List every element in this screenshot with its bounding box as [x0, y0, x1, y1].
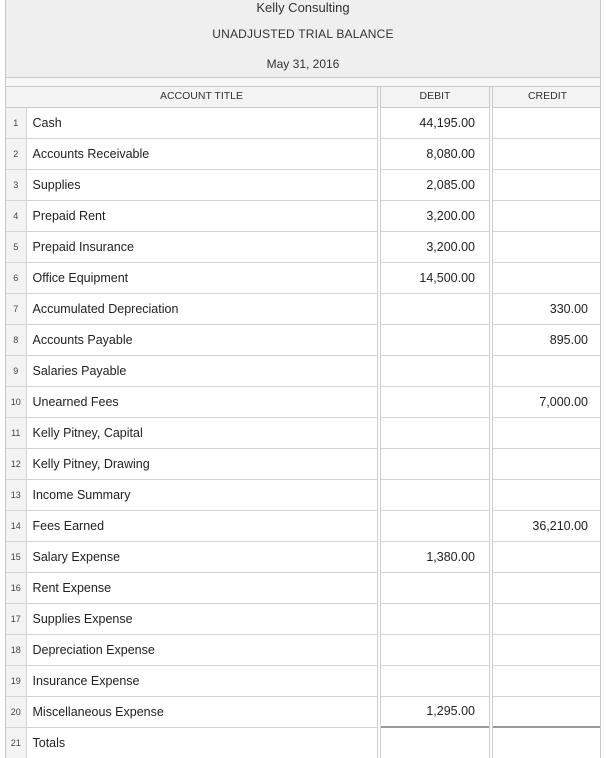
company-name: Kelly Consulting	[256, 0, 350, 15]
table-row	[6, 107, 601, 138]
table-row	[6, 138, 601, 169]
debit-input[interactable]	[379, 448, 491, 479]
credit-input[interactable]	[491, 665, 601, 696]
table-row	[6, 634, 601, 665]
account-title-cell: Miscellaneous Expense	[26, 696, 379, 727]
row-number: 19	[6, 665, 26, 696]
account-title-cell: Kelly Pitney, Drawing	[26, 448, 379, 479]
row-number: 15	[6, 541, 26, 572]
table-row	[6, 231, 601, 262]
row-number-header	[6, 87, 26, 107]
table-row	[6, 417, 601, 448]
credit-input[interactable]	[491, 355, 601, 386]
debit-input[interactable]: 3,200.00	[379, 200, 491, 231]
credit-input[interactable]	[491, 138, 601, 169]
header-spacer	[6, 78, 600, 87]
account-title-cell: Accounts Payable	[26, 324, 379, 355]
account-title-cell: Kelly Pitney, Capital	[26, 417, 379, 448]
credit-input[interactable]	[491, 572, 601, 603]
table-row	[6, 200, 601, 231]
debit-input[interactable]	[379, 665, 491, 696]
debit-input[interactable]	[379, 417, 491, 448]
row-number: 9	[6, 355, 26, 386]
table-row	[6, 293, 601, 324]
credit-input[interactable]	[491, 603, 601, 634]
row-number: 21	[6, 727, 26, 758]
debit-input[interactable]	[379, 603, 491, 634]
credit-input[interactable]	[491, 417, 601, 448]
table-row	[6, 665, 601, 696]
row-number: 20	[6, 696, 26, 727]
table-row	[6, 355, 601, 386]
row-number: 2	[6, 138, 26, 169]
debit-input[interactable]	[379, 727, 491, 758]
credit-input[interactable]: 330.00	[491, 293, 601, 324]
debit-input[interactable]: 1,295.00	[379, 696, 491, 727]
table-row	[6, 324, 601, 355]
account-title-cell: Supplies	[26, 169, 379, 200]
debit-input[interactable]	[379, 293, 491, 324]
table-row	[6, 169, 601, 200]
credit-input[interactable]: 895.00	[491, 324, 601, 355]
row-number: 1	[6, 107, 26, 138]
table-row	[6, 603, 601, 634]
debit-input[interactable]: 3,200.00	[379, 231, 491, 262]
debit-input[interactable]	[379, 572, 491, 603]
credit-input[interactable]	[491, 634, 601, 665]
debit-input[interactable]	[379, 324, 491, 355]
row-number: 6	[6, 262, 26, 293]
credit-input[interactable]: 36,210.00	[491, 510, 601, 541]
credit-input[interactable]	[491, 231, 601, 262]
row-number: 7	[6, 293, 26, 324]
account-title-cell: Accounts Receivable	[26, 138, 379, 169]
account-title-cell: Prepaid Rent	[26, 200, 379, 231]
statement-header	[6, 0, 600, 78]
row-number: 13	[6, 479, 26, 510]
trial-balance-worksheet	[5, 0, 601, 758]
debit-input[interactable]: 1,380.00	[379, 541, 491, 572]
debit-input[interactable]: 14,500.00	[379, 262, 491, 293]
credit-input[interactable]	[491, 448, 601, 479]
table-row	[6, 448, 601, 479]
table-row	[6, 262, 601, 293]
row-number: 10	[6, 386, 26, 417]
account-title-header: ACCOUNT TITLE	[26, 87, 379, 107]
debit-input[interactable]	[379, 386, 491, 417]
table-row	[6, 386, 601, 417]
account-title-cell: Salaries Payable	[26, 355, 379, 386]
credit-input[interactable]	[491, 169, 601, 200]
account-title-cell: Fees Earned	[26, 510, 379, 541]
credit-input[interactable]: 7,000.00	[491, 386, 601, 417]
row-number: 8	[6, 324, 26, 355]
table-row	[6, 479, 601, 510]
credit-input[interactable]	[491, 479, 601, 510]
debit-input[interactable]: 44,195.00	[379, 107, 491, 138]
credit-input[interactable]	[491, 696, 601, 727]
credit-input[interactable]	[491, 541, 601, 572]
debit-input[interactable]	[379, 510, 491, 541]
account-title-cell: Prepaid Insurance	[26, 231, 379, 262]
statement-date: May 31, 2016	[266, 57, 340, 71]
account-title-cell: Depreciation Expense	[26, 634, 379, 665]
credit-input[interactable]	[491, 262, 601, 293]
credit-input[interactable]	[491, 107, 601, 138]
row-number: 16	[6, 572, 26, 603]
debit-input[interactable]: 8,080.00	[379, 138, 491, 169]
table-row	[6, 510, 601, 541]
row-number: 18	[6, 634, 26, 665]
account-title-cell: Unearned Fees	[26, 386, 379, 417]
row-number: 11	[6, 417, 26, 448]
account-title-cell: Totals	[26, 727, 379, 758]
table-row	[6, 696, 601, 727]
account-title-cell: Rent Expense	[26, 572, 379, 603]
account-title-cell: Income Summary	[26, 479, 379, 510]
trial-balance-table	[6, 87, 601, 758]
row-number: 5	[6, 231, 26, 262]
row-number: 3	[6, 169, 26, 200]
row-number: 12	[6, 448, 26, 479]
account-title-cell: Office Equipment	[26, 262, 379, 293]
column-header-row	[6, 87, 601, 107]
account-title-cell: Insurance Expense	[26, 665, 379, 696]
table-row	[6, 727, 601, 758]
table-row	[6, 541, 601, 572]
account-title-cell: Salary Expense	[26, 541, 379, 572]
debit-header: DEBIT	[379, 87, 491, 107]
debit-input[interactable]	[379, 634, 491, 665]
row-number: 14	[6, 510, 26, 541]
account-title-cell: Supplies Expense	[26, 603, 379, 634]
account-title-cell: Cash	[26, 107, 379, 138]
debit-input[interactable]: 2,085.00	[379, 169, 491, 200]
row-number: 4	[6, 200, 26, 231]
credit-header: CREDIT	[491, 87, 601, 107]
account-title-cell: Accumulated Depreciation	[26, 293, 379, 324]
row-number: 17	[6, 603, 26, 634]
credit-input[interactable]	[491, 727, 601, 758]
debit-input[interactable]	[379, 479, 491, 510]
credit-input[interactable]	[491, 200, 601, 231]
statement-title: UNADJUSTED TRIAL BALANCE	[212, 27, 394, 41]
debit-input[interactable]	[379, 355, 491, 386]
table-row	[6, 572, 601, 603]
